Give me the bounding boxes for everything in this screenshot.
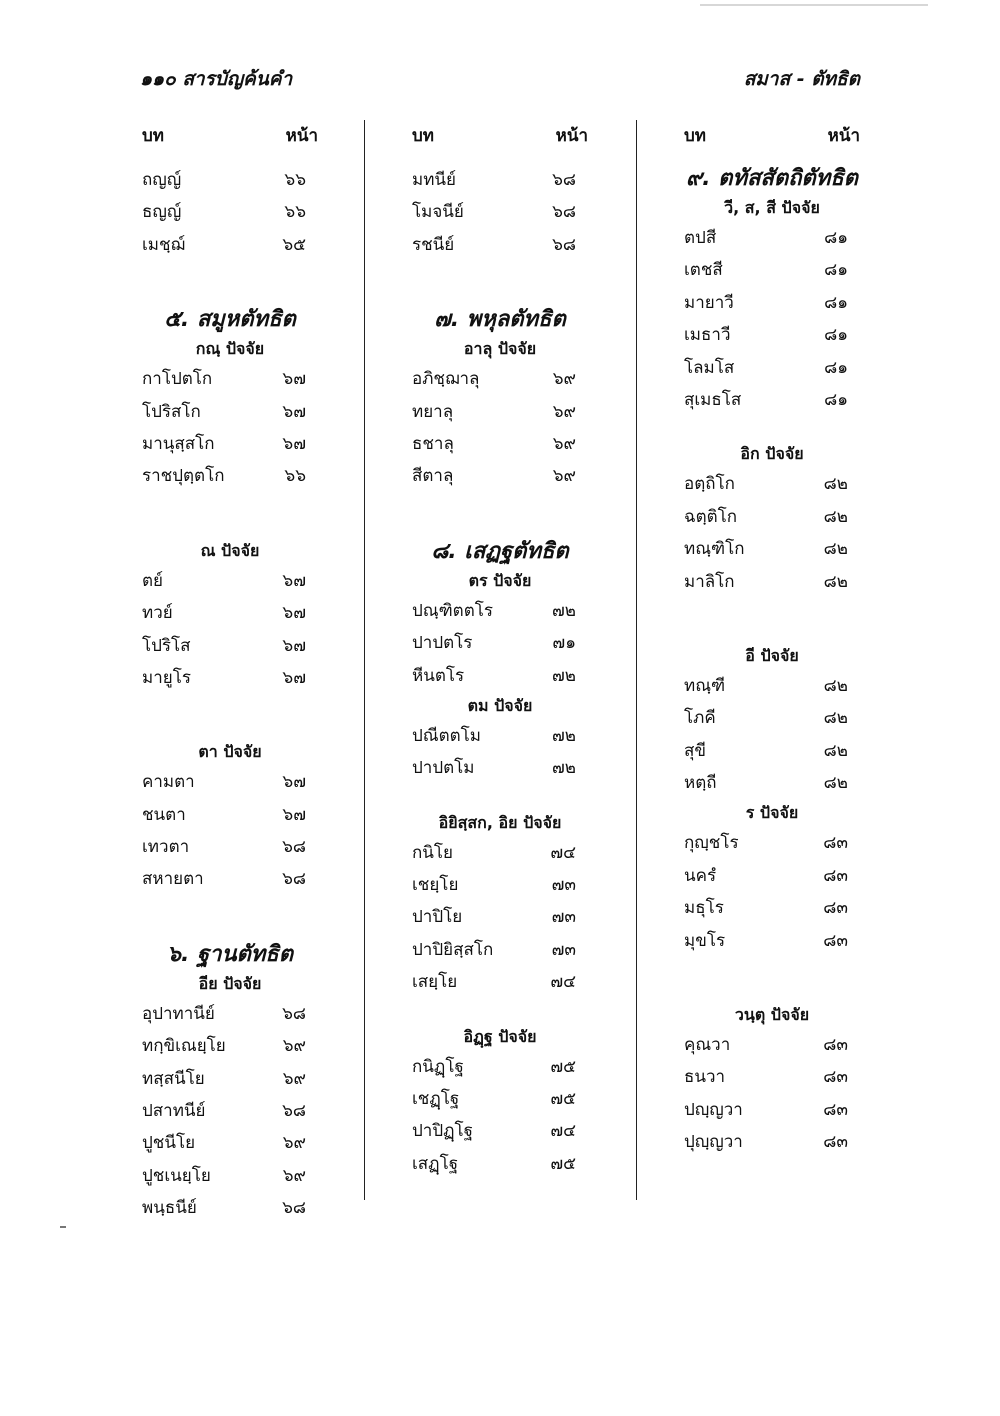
- index-entry: [684, 767, 860, 799]
- entry-page: ๖๗: [282, 401, 306, 422]
- index-entry: [142, 630, 318, 662]
- index-entry: [412, 720, 588, 752]
- index-block: [142, 164, 318, 261]
- index-entry: [412, 934, 588, 966]
- index-entry: [684, 1126, 860, 1158]
- index-block: [412, 305, 588, 493]
- index-entry: [142, 565, 318, 597]
- index-entry: [684, 892, 860, 924]
- running-header-left: ๑๑๐ สารบัญค้นคำ: [140, 68, 293, 90]
- entry-word: ตย์: [142, 570, 164, 591]
- index-block: [412, 692, 588, 785]
- entry-page: ๖๗: [282, 804, 306, 825]
- entry-word: ทกฺขิเณยฺโย: [142, 1036, 226, 1057]
- index-entry: [142, 1160, 318, 1192]
- entry-word: มายาวี: [684, 292, 734, 313]
- entry-page: ๘๒: [823, 675, 848, 696]
- entry-page: ๘๑: [824, 357, 848, 378]
- entry-page: ๖๘: [282, 837, 306, 858]
- entry-page: ๘๓: [823, 1067, 848, 1088]
- entry-page: ๖๙: [282, 1133, 306, 1154]
- entry-page: ๖๘: [282, 1101, 306, 1122]
- index-entry: [412, 869, 588, 901]
- index-entry: [412, 1148, 588, 1180]
- index-entry: [412, 752, 588, 784]
- section-title: ๕. สมูหตัทธิต: [164, 307, 296, 333]
- entry-page: ๘๓: [823, 1099, 848, 1120]
- column-divider: [636, 120, 637, 1200]
- entry-page: ๘๒: [823, 571, 848, 592]
- entry-word: ชนตา: [142, 804, 186, 825]
- entry-page: ๘๒: [823, 773, 848, 794]
- index-entry: [142, 1127, 318, 1159]
- entry-page: ๖๙: [552, 466, 576, 487]
- entry-word: ปญฺญวา: [684, 1099, 743, 1120]
- index-entry: [412, 164, 588, 196]
- index-entry: [684, 702, 860, 734]
- entry-page: ๖๖: [284, 170, 306, 190]
- entry-word: ปูชเนยฺโย: [142, 1165, 211, 1186]
- index-entry: [142, 363, 318, 395]
- section-title: ๙. ตทัสสัตถิตัทธิต: [686, 166, 858, 191]
- entry-page: ๘๑: [824, 389, 848, 410]
- index-entry: [684, 533, 860, 565]
- entry-page: ๘๒: [823, 740, 848, 761]
- entry-word: กนิฏฺโฐ: [412, 1056, 464, 1077]
- entry-page: ๖๘: [282, 1198, 306, 1219]
- entry-page: ๘๓: [823, 930, 848, 951]
- index-entry: [142, 766, 318, 798]
- entry-word: โมจนีย์: [412, 202, 464, 223]
- entry-word: มานุสฺสโก: [142, 433, 215, 454]
- index-entry: [684, 566, 860, 598]
- entry-page: ๘๒: [823, 474, 848, 495]
- index-entry: [684, 254, 860, 286]
- entry-word: นครํ: [684, 865, 717, 886]
- entry-page: ๖๗: [282, 772, 306, 793]
- entry-page: ๗๕: [550, 1153, 576, 1174]
- index-entry: [684, 1061, 860, 1093]
- index-entry: [142, 1192, 318, 1224]
- entry-page: ๖๙: [552, 433, 576, 454]
- index-block: [412, 1023, 588, 1181]
- entry-word: เสฏฺโฐ: [412, 1153, 459, 1174]
- index-block: [142, 305, 318, 493]
- index-entry: [142, 428, 318, 460]
- entry-word: ราชปุตฺตโก: [142, 466, 225, 487]
- entry-page: ๖๘: [282, 1003, 306, 1024]
- index-entry: [412, 1083, 588, 1115]
- entry-word: มายูโร: [142, 667, 191, 688]
- entry-word: ปาปตโร: [412, 633, 473, 654]
- index-block: [684, 642, 860, 800]
- running-header-right: สมาส - ตัทธิต: [743, 68, 860, 90]
- entry-page: ๘๑: [824, 292, 848, 313]
- entry-page: ๗๒: [552, 758, 576, 779]
- index-block: [684, 440, 860, 598]
- entry-word: กนิโย: [412, 842, 454, 863]
- group-title: อีย ปัจจัย: [198, 973, 262, 993]
- entry-word: หีนตโร: [412, 665, 465, 686]
- index-entry: [142, 831, 318, 863]
- entry-page: ๘๓: [823, 1035, 848, 1056]
- entry-page: ๖๘: [552, 170, 576, 190]
- group-title: อิฏฺฐ ปัจจัย: [463, 1026, 537, 1046]
- entry-word: กุญฺชโร: [684, 833, 739, 854]
- index-entry: [412, 460, 588, 492]
- entry-word: ธญญ์: [142, 202, 182, 223]
- index-entry: [684, 501, 860, 533]
- entry-page: ๗๒: [552, 725, 576, 746]
- entry-word: ปูชนีโย: [142, 1133, 196, 1154]
- index-block: [142, 537, 318, 695]
- group-title: ร ปัจจัย: [745, 803, 799, 823]
- entry-word: หตฺถี: [684, 773, 717, 794]
- entry-page: ๖๘: [282, 869, 306, 890]
- entry-word: เสยฺโย: [412, 972, 458, 993]
- column-header-page: หน้า: [285, 126, 318, 146]
- entry-word: โลมโส: [684, 357, 735, 378]
- index-block: [684, 1001, 860, 1159]
- entry-page: ๖๗: [282, 667, 306, 688]
- group-title: อี ปัจจัย: [745, 645, 799, 665]
- entry-page: ๖๙: [282, 1165, 306, 1186]
- index-block: [142, 940, 318, 1225]
- entry-word: อตฺถิโก: [684, 474, 735, 495]
- entry-page: ๘๒: [823, 506, 848, 527]
- entry-word: ทวย์: [142, 603, 173, 624]
- index-entry: [412, 1051, 588, 1083]
- entry-word: ฉตฺติโก: [684, 506, 738, 527]
- entry-page: ๖๘: [552, 202, 576, 223]
- entry-page: ๗๓: [551, 939, 576, 960]
- index-column-2: [412, 120, 588, 1180]
- entry-page: ๖๘: [552, 234, 576, 255]
- entry-word: เทวตา: [142, 837, 190, 858]
- entry-word: อภิชฺฌาลุ: [412, 369, 480, 390]
- entry-page: ๖๖: [284, 202, 306, 223]
- index-entry: [684, 860, 860, 892]
- entry-word: ธชาลุ: [412, 433, 454, 454]
- entry-page: ๖๗: [282, 635, 306, 656]
- column-header-word: บท: [412, 126, 434, 146]
- group-title: อาลุ ปัจจัย: [463, 339, 537, 359]
- entry-word: โปริสโก: [142, 401, 201, 422]
- entry-page: ๖๗: [282, 433, 306, 454]
- entry-page: ๖๗: [282, 603, 306, 624]
- column-divider: [364, 120, 365, 1200]
- group-title: ตม ปัจจัย: [467, 695, 533, 715]
- index-entry: [412, 396, 588, 428]
- group-title: วี, ส, สี ปัจจัย: [724, 198, 820, 217]
- entry-word: ทสฺสนีโย: [142, 1068, 205, 1089]
- index-entry: [142, 1095, 318, 1127]
- index-entry: [684, 827, 860, 859]
- index-block: [412, 809, 588, 999]
- entry-word: คามตา: [142, 772, 195, 793]
- index-entry: [412, 229, 588, 261]
- entry-word: คุณวา: [684, 1035, 731, 1056]
- index-block: [412, 164, 588, 261]
- entry-page: ๘๒: [823, 708, 848, 729]
- entry-page: ๘๓: [823, 833, 848, 854]
- entry-page: ๗๓: [551, 875, 576, 896]
- entry-page: ๘๑: [824, 325, 848, 346]
- entry-word: ถญญ์: [142, 170, 182, 190]
- entry-word: ปุญฺญวา: [684, 1132, 743, 1153]
- entry-word: โภคี: [684, 708, 716, 729]
- entry-page: ๖๙: [552, 401, 576, 422]
- index-entry: [684, 222, 860, 254]
- entry-page: ๖๙: [282, 1036, 306, 1057]
- index-block: [684, 799, 860, 957]
- entry-page: ๖๕: [282, 234, 306, 255]
- entry-word: สหายตา: [142, 869, 204, 890]
- entry-page: ๖๙: [552, 369, 576, 390]
- entry-word: ปณีตตโม: [412, 725, 481, 746]
- section-title: ๘. เสฏฐตัทธิต: [431, 538, 569, 564]
- index-entry: [412, 196, 588, 228]
- entry-page: ๖๗: [282, 570, 306, 591]
- entry-page: ๘๓: [823, 1132, 848, 1153]
- entry-word: เตชสี: [684, 260, 723, 281]
- entry-page: ๘๓: [823, 865, 848, 886]
- column-header: [684, 120, 860, 152]
- index-entry: [684, 352, 860, 384]
- section-title: ๗. พหุลตัทธิต: [434, 307, 566, 333]
- index-entry: [142, 229, 318, 261]
- entry-word: พนฺธนีย์: [142, 1198, 197, 1219]
- entry-page: ๗๔: [550, 972, 576, 993]
- index-block: [412, 537, 588, 692]
- scan-mark: [60, 1226, 66, 1228]
- index-entry: [412, 837, 588, 869]
- entry-word: ปาปิยิสฺสโก: [412, 939, 494, 960]
- entry-page: ๗๔: [550, 842, 576, 863]
- entry-page: ๖๗: [282, 369, 306, 390]
- entry-word: เมชฺฌ์: [142, 234, 186, 255]
- index-column-1: [142, 120, 318, 1225]
- index-entry: [142, 396, 318, 428]
- entry-page: ๘๑: [824, 260, 848, 281]
- index-entry: [142, 597, 318, 629]
- index-entry: [142, 799, 318, 831]
- entry-word: สุขี: [684, 740, 706, 761]
- index-entry: [142, 164, 318, 196]
- entry-word: อุปาทานีย์: [142, 1003, 215, 1024]
- index-entry: [412, 966, 588, 998]
- entry-word: สีตาลุ: [412, 466, 454, 487]
- index-entry: [142, 998, 318, 1030]
- group-title: ณ ปัจจัย: [200, 540, 260, 560]
- entry-word: ธนวา: [684, 1067, 726, 1088]
- index-block: [684, 164, 860, 416]
- index-entry: [684, 1094, 860, 1126]
- top-edge-line: [700, 4, 928, 6]
- entry-word: เชฏฺโฐ: [412, 1089, 460, 1110]
- index-entry: [684, 1029, 860, 1061]
- index-entry: [684, 925, 860, 957]
- index-entry: [684, 468, 860, 500]
- entry-word: ทยาลุ: [412, 401, 454, 422]
- index-column-3: [684, 120, 860, 1159]
- index-entry: [684, 319, 860, 351]
- entry-page: ๗๔: [550, 1121, 576, 1142]
- group-title: อิยิสฺสก, อิย ปัจจัย: [438, 812, 562, 832]
- index-entry: [412, 428, 588, 460]
- entry-word: ปาปตโม: [412, 758, 475, 779]
- index-entry: [142, 196, 318, 228]
- entry-word: ปสาทนีย์: [142, 1101, 206, 1122]
- group-title: วนฺตุ ปัจจัย: [734, 1005, 810, 1025]
- index-entry: [684, 735, 860, 767]
- entry-word: สุเมธโส: [684, 389, 742, 410]
- index-entry: [412, 660, 588, 692]
- entry-page: ๗๕: [550, 1056, 576, 1077]
- entry-page: ๗๒: [552, 665, 576, 686]
- entry-word: ทณฺฑี: [684, 675, 726, 696]
- group-title: กณฺ ปัจจัย: [195, 339, 265, 359]
- index-entry: [412, 1115, 588, 1147]
- index-entry: [142, 460, 318, 492]
- entry-page: ๗๕: [550, 1089, 576, 1110]
- index-entry: [142, 1030, 318, 1062]
- index-entry: [684, 670, 860, 702]
- entry-page: ๘๒: [823, 539, 848, 560]
- entry-word: ปาปิโย: [412, 907, 463, 928]
- index-entry: [142, 662, 318, 694]
- index-entry: [412, 363, 588, 395]
- column-header-page: หน้า: [827, 126, 860, 146]
- entry-word: ทณฺฑิโก: [684, 539, 745, 560]
- section-title: ๖. ฐานตัทธิต: [166, 941, 294, 967]
- entry-page: ๗๒: [552, 600, 576, 621]
- entry-word: ตปสี: [684, 228, 717, 248]
- column-header: [412, 120, 588, 152]
- entry-word: ปณฺฑิตตโร: [412, 600, 494, 621]
- entry-page: ๖๖: [284, 466, 306, 487]
- entry-page: ๖๙: [282, 1068, 306, 1089]
- entry-word: มุขโร: [684, 930, 726, 951]
- entry-word: มาลิโก: [684, 571, 735, 592]
- entry-word: มธุโร: [684, 898, 724, 919]
- entry-page: ๘๓: [823, 898, 848, 919]
- index-entry: [412, 627, 588, 659]
- entry-word: รชนีย์: [412, 234, 455, 255]
- entry-word: ปาปิฏฺโฐ: [412, 1121, 474, 1142]
- entry-page: ๗๓: [551, 907, 576, 928]
- index-block: [142, 738, 318, 896]
- entry-word: กาโปตโก: [142, 369, 213, 390]
- index-entry: [412, 595, 588, 627]
- column-header-word: บท: [684, 126, 706, 146]
- column-header: [142, 120, 318, 152]
- column-header-page: หน้า: [555, 126, 588, 146]
- group-title: ตา ปัจจัย: [198, 742, 262, 762]
- entry-word: โปริโส: [142, 635, 191, 656]
- group-title: อิก ปัจจัย: [740, 444, 804, 464]
- entry-word: เชยฺโย: [412, 875, 459, 896]
- index-entry: [142, 863, 318, 895]
- entry-page: ๘๑: [824, 228, 848, 248]
- index-entry: [142, 1063, 318, 1095]
- index-entry: [684, 384, 860, 416]
- index-entry: [684, 287, 860, 319]
- group-title: ตร ปัจจัย: [468, 570, 532, 590]
- entry-word: เมธาวี: [684, 325, 731, 346]
- column-header-word: บท: [142, 126, 164, 146]
- entry-page: ๗๑: [552, 633, 576, 654]
- entry-word: มทนีย์: [412, 170, 456, 190]
- index-entry: [412, 901, 588, 933]
